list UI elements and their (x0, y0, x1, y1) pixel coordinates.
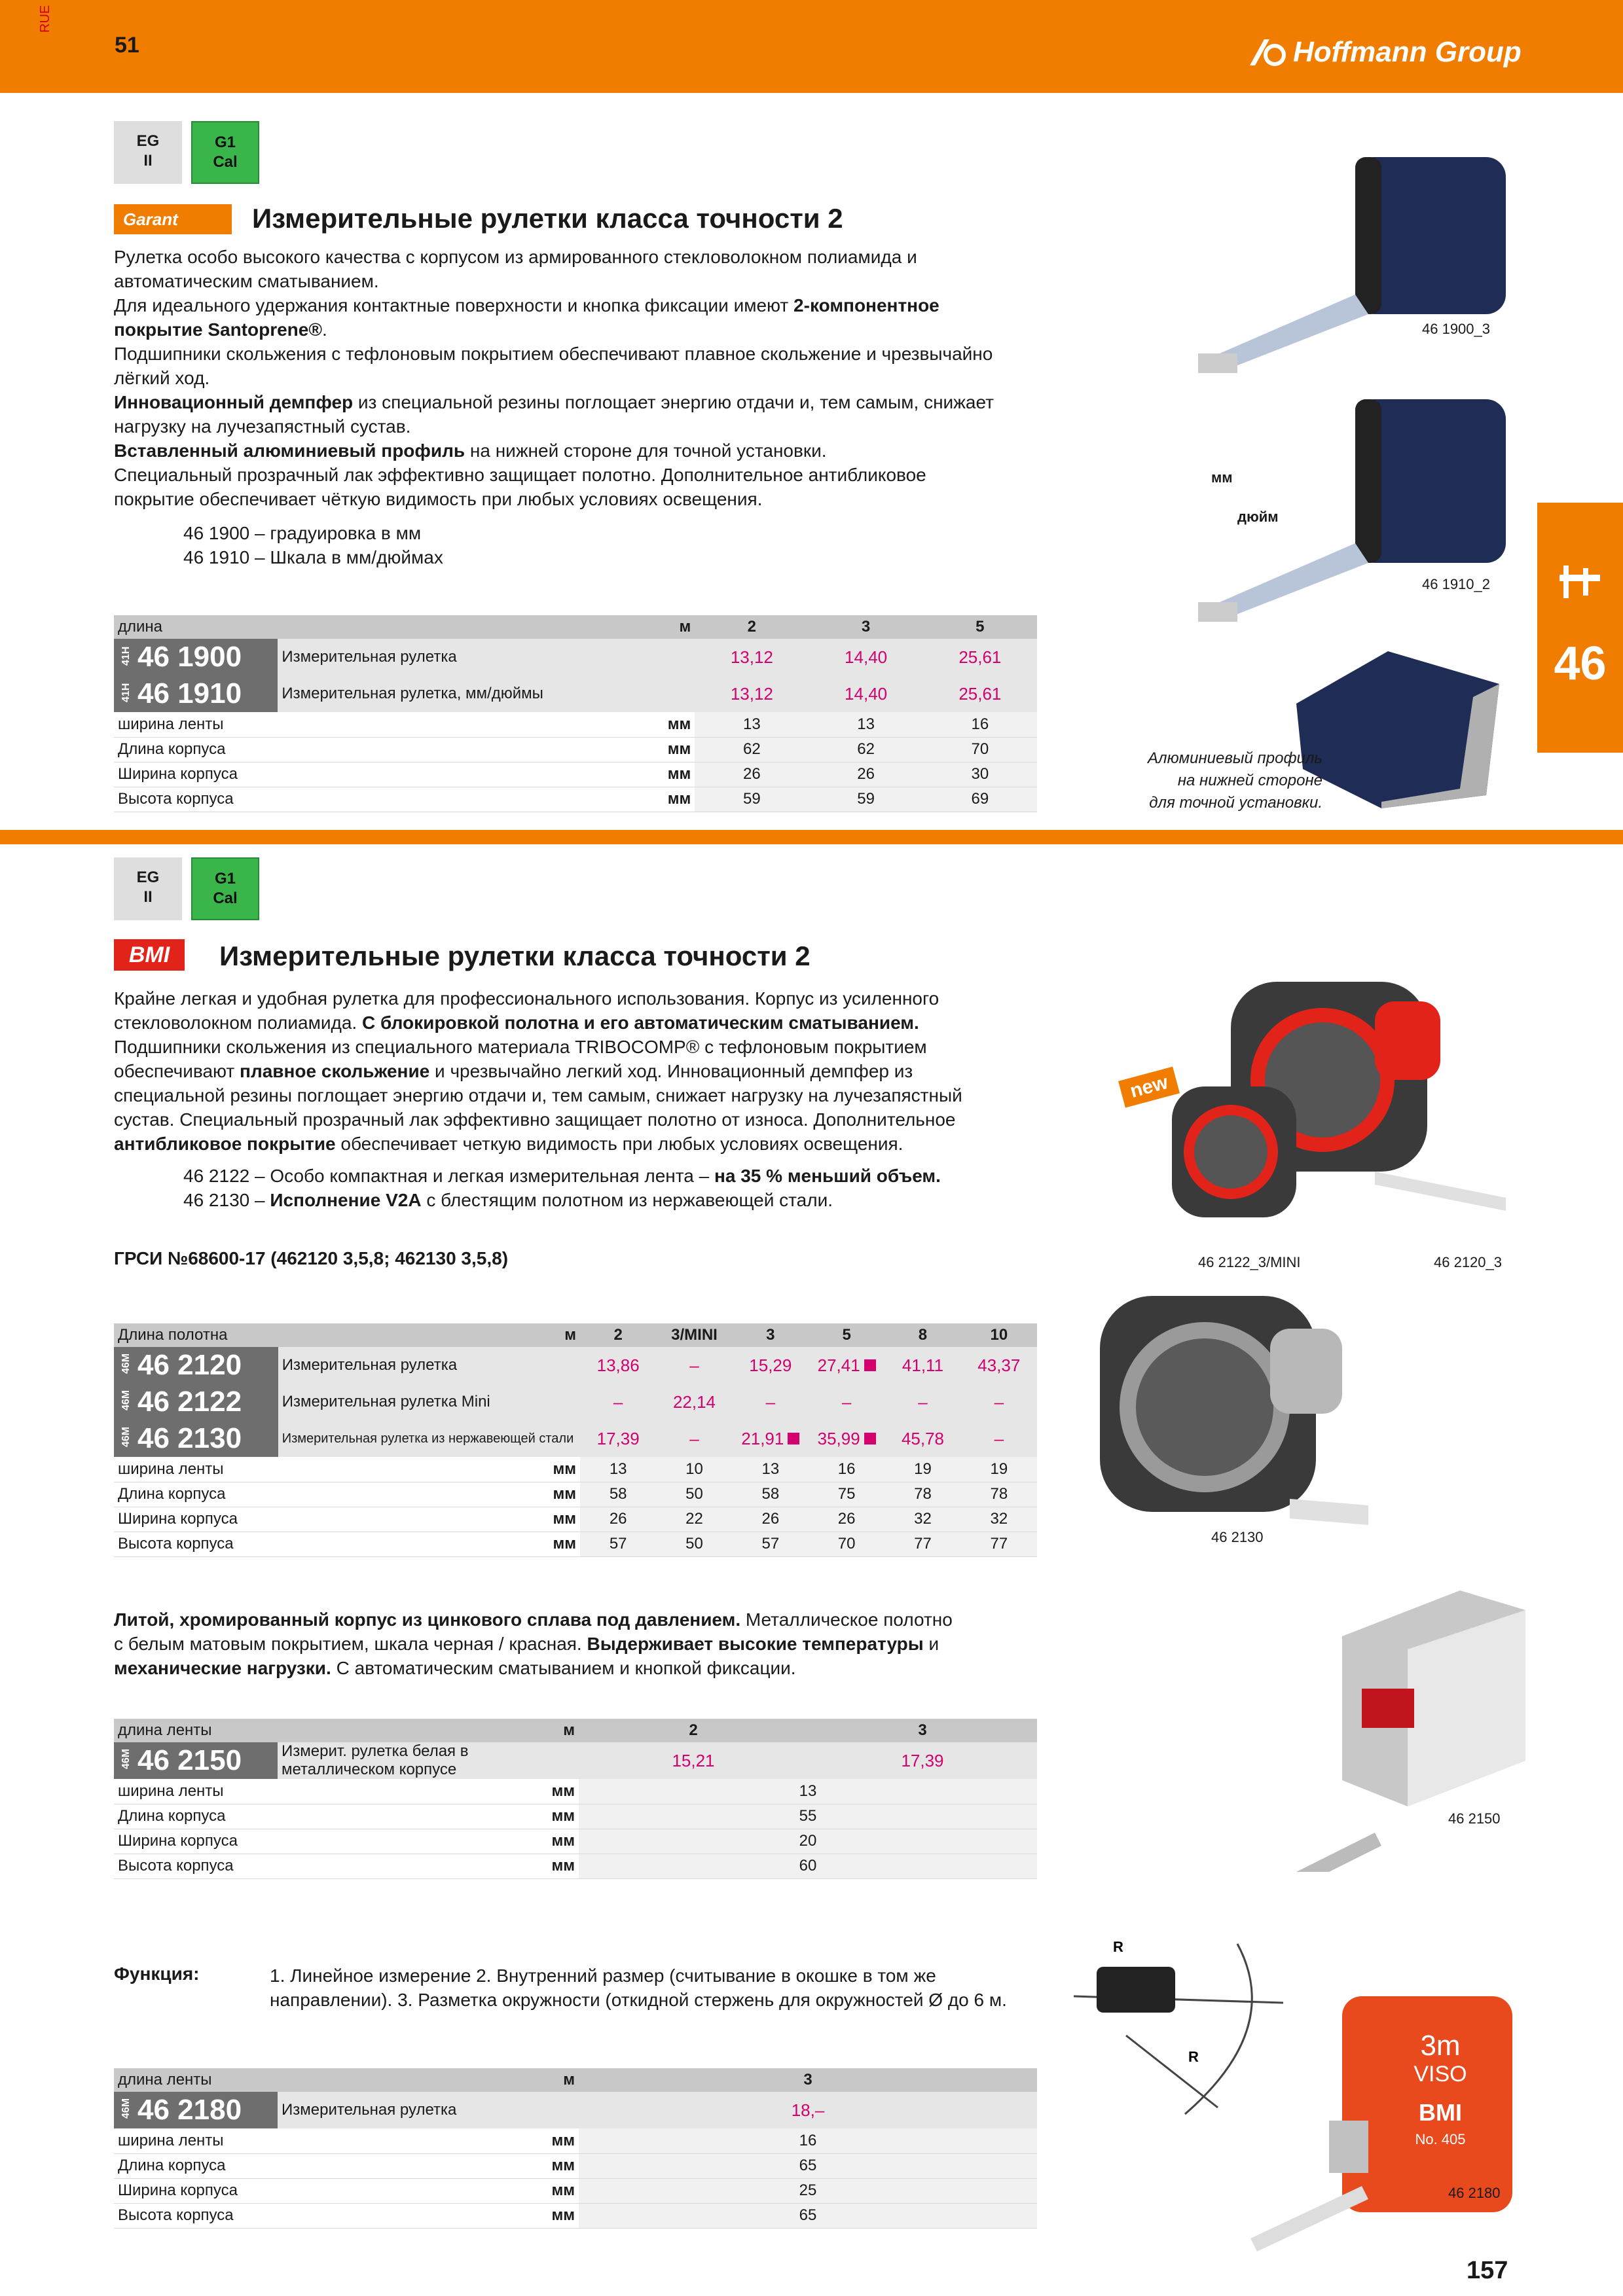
tape-measure-image (1165, 975, 1532, 1250)
garant-logo: Garant (114, 204, 232, 234)
product-text: No. 405 (1415, 2131, 1466, 2147)
section1-description: Рулетка особо высокого качества с корпусом из армированного стекловолокном полиамида и автоматическим сматыванием. Для идеального удержания контактные поверхности и кнопка фиксации имеют 2-компонентное покрытие Santoprene®. Подшипники скольжения с тефлоновым покрытием обеспечивают плавное скольжение и чрезвычайно лёгкий ход. Инновационный демпфер из специальной резины поглощает энергию отдачи и, тем самым, снижает нагрузку на лучезапястный сустав. Вставленный алюминиевый профиль на нижней стороне для точной установки. Специальный прозрачный лак эффективно защищает полотно. Дополнительное антибликовое покрытие обеспечивает чёткую видимость при любых условиях освещения. (114, 247, 994, 509)
variant-list-2: 46 2122 – Особо компактная и легкая измерительная лента – на 35 % меньший объем. 46 2130 – Исполнение V2A с блестящим полотном из нержавеющей стали. (183, 1166, 941, 1210)
class-badges-2 (114, 857, 259, 920)
tape-measure-image (1290, 645, 1512, 815)
grsi-certificate: ГРСИ №68600-17 (462120 3,5,8; 462130 3,5,8) (114, 1248, 509, 1268)
hoffmann-logo (1247, 36, 1522, 69)
eg-badge: EG II (114, 857, 182, 920)
article-number: 41H 46 1900 (114, 639, 278, 675)
class-badges-1 (114, 121, 259, 184)
image-caption: 46 2130 (1211, 1529, 1264, 1545)
image-caption: 46 2180 (1448, 2185, 1501, 2201)
marker-square-icon (864, 1433, 876, 1444)
section3-table: длина ленты м 2 3 46M 46 2150 Измерит. рулетка белая в металлическом корпусе 15,21 17,39 ширина ленты мм 13 Длина корпуса мм 55 Ширина корпуса мм 20 Высота корпуса мм 60 (114, 1719, 1037, 1879)
tape-measure-image (1264, 1584, 1539, 1872)
article-number: 46M 46 2150 (114, 1742, 278, 1779)
marker-square-icon (864, 1359, 876, 1371)
section1-title: Измерительные рулетки класса точности 2 (252, 203, 843, 234)
table-row[interactable]: 41H 46 1910 Измерительная рулетка, мм/дюймы 13,12 14,40 25,61 (114, 675, 1037, 712)
section2-title: Измерительные рулетки класса точности 2 (219, 941, 811, 971)
mm-inch-label: мм дюйм (1211, 469, 1279, 525)
image-caption: 46 2150 (1448, 1810, 1501, 1827)
section2-table: Длина полотна м 2 3/MINI 3 5 8 10 46M 46 2120 Измерительная рулетка 13,86 – 15,29 27,41 41,11 43,37 46M 46 2122 Измерительная рулетка Mini – 22,14 – – – – 46M 46 2130 Измерительная рулетка из нержавеющей стали 17,39 – 21,91 35,99 45,78 – ширина ленты мм 13 10 13 16 19 19 Длина корпуса мм 58 50 58 75 78 78 Ширина корпуса мм 26 22 26 26 32 32 Высота корпуса мм 57 50 57 70 77 77 (114, 1323, 1037, 1557)
article-number: 46M 46 2120 (114, 1347, 278, 1384)
caliper-icon (1557, 562, 1603, 607)
image-caption: 46 2120_3 (1434, 1254, 1502, 1270)
tape-measure-image (1093, 1289, 1421, 1551)
diagram-label: R (1113, 1939, 1123, 1955)
product-text: BMI (1419, 2099, 1462, 2126)
new-badge: new (1118, 1067, 1180, 1108)
article-number: 46M 46 2130 (114, 1420, 278, 1457)
variant-list-1: 46 1900 – градуировка в мм 46 1910 – Шкала в мм/дюймах (183, 523, 443, 567)
table-row[interactable]: 46M 46 2120 Измерительная рулетка 13,86 – 15,29 27,41 41,11 43,37 (114, 1347, 1037, 1384)
bmi-logo: BMI (114, 939, 185, 971)
section1-table: длина м 2 3 5 41H 46 1900 Измерительная рулетка 13,12 14,40 25,61 41H 46 1910 Измерительная рулетка, мм/дюймы 13,12 14,40 25,61 ширина ленты мм 13 13 16 Длина корпуса мм 62 62 70 Ширина корпуса мм 26 26 30 Высота корпуса мм 59 59 69 (114, 615, 1037, 812)
page-number: 157 (1467, 2257, 1508, 2284)
g1-cal-badge: G1 Cal (191, 121, 259, 184)
section3-description: Литой, хромированный корпус из цинкового сплава под давлением. Металлическое полотно с белым матовым покрытием, шкала черная / красная. Выдерживает высокие температуры и механические нагрузки. С автоматическим сматыванием и кнопкой фиксации. (114, 1609, 953, 1678)
section-divider (0, 830, 1623, 844)
table-row[interactable]: 46M 46 2122 Измерительная рулетка Mini – 22,14 – – – – (114, 1384, 1037, 1420)
section2-description: Крайне легкая и удобная рулетка для профессионального использования. Корпус из усиленного стекловолокном полиамида. С блокировкой полотна и его автоматическим сматыванием. Подшипники скольжения из специального материала TRIBOCOMP® с тефлоновым покрытием обеспечивают плавное скольжение и чрезвычайно легкий ход. Инновационный демпфер из специальной резины поглощает энергию отдачи и, тем самым, снижает нагрузку на лучезапястный сустав. Специальный прозрачный лак эффективно защищает полотно от износа. Дополнительное антибликовое покрытие обеспечивает четкую видимость при любых условиях освещения. (114, 988, 962, 1154)
chapter-tab[interactable] (1537, 503, 1623, 753)
eg-badge: EG II (114, 121, 182, 184)
image-caption: 46 1910_2 (1422, 576, 1490, 592)
brand-name: Hoffmann Group (1293, 36, 1522, 68)
table-row[interactable]: 46M 46 2180 Измерительная рулетка 18,– (114, 2092, 1037, 2128)
table-row[interactable]: 46M 46 2130 Измерительная рулетка из нержавеющей стали 17,39 – 21,91 35,99 45,78 – (114, 1420, 1037, 1457)
table-row[interactable]: 41H 46 1900 Измерительная рулетка 13,12 14,40 25,61 (114, 639, 1037, 675)
section4-table: длина ленты м 3 46M 46 2180 Измерительная рулетка 18,– ширина ленты мм 16 Длина корпуса мм 65 Ширина корпуса мм 25 Высота корпуса мм 65 (114, 2068, 1037, 2229)
function-label: Функция: (114, 1964, 200, 1984)
article-number: 46M 46 2122 (114, 1384, 278, 1420)
top-page-number: 51 (115, 33, 139, 58)
product-text: VISO (1413, 2062, 1467, 2087)
chapter-number: 46 (1554, 637, 1607, 690)
marker-square-icon (788, 1433, 799, 1444)
product-text: 3m (1420, 2030, 1461, 2062)
tape-measure-image (1192, 393, 1532, 641)
article-number: 41H 46 1910 (114, 675, 278, 712)
tape-measure-image (1244, 1990, 1519, 2251)
table-row[interactable]: 46M 46 2150 Измерит. рулетка белая в металлическом корпусе 15,21 17,39 (114, 1742, 1037, 1779)
image-caption: 46 1900_3 (1422, 321, 1490, 337)
article-number: 46M 46 2180 (114, 2092, 278, 2128)
g1-cal-badge: G1 Cal (191, 857, 259, 920)
diagram-label: R (1188, 2049, 1199, 2065)
tape-measure-image (1192, 144, 1532, 380)
hoffmann-logo-icon (1247, 37, 1286, 68)
language-code: RUE (38, 5, 52, 33)
page-header (0, 0, 1623, 93)
image-caption: 46 2122_3/MINI (1198, 1254, 1301, 1270)
function-description: 1. Линейное измерение 2. Внутренний размер (считывание в окошке в том же направлении). 3. Разметка окружности (откидной стержень для окружностей Ø до 6 м. (270, 1965, 1007, 2010)
profile-note: Алюминиевый профиль на нижней стороне для точной установки. (1148, 749, 1322, 812)
